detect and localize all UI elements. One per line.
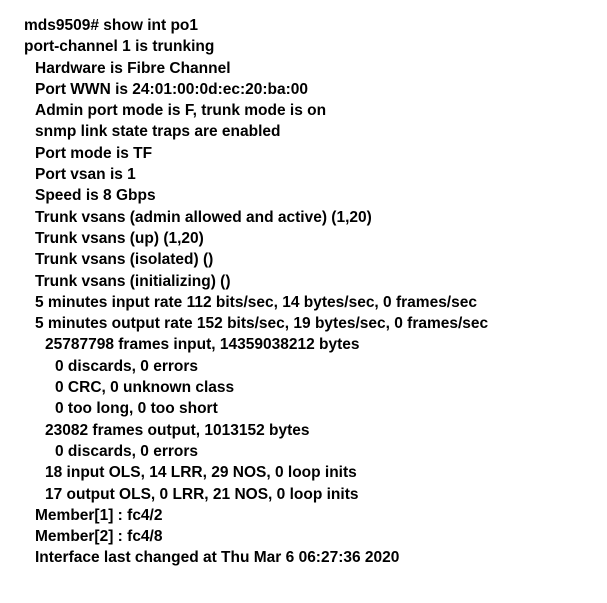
output-line: 18 input OLS, 14 LRR, 29 NOS, 0 loop inits: [45, 464, 357, 482]
output-line: 0 CRC, 0 unknown class: [55, 379, 235, 397]
output-line: Interface last changed at Thu Mar 6 06:27:36 2020: [35, 549, 400, 567]
output-line: Trunk vsans (isolated) (): [35, 251, 214, 269]
output-line: port-channel 1 is trunking: [24, 38, 215, 56]
output-line: 25787798 frames input, 14359038212 bytes: [45, 336, 360, 354]
command-prompt: mds9509# show int po1: [24, 17, 198, 34]
output-line: Member[2] : fc4/8: [35, 528, 163, 546]
output-line: Trunk vsans (up) (1,20): [35, 229, 204, 247]
output-line: Port mode is TF: [35, 144, 153, 162]
output-line: 5 minutes output rate 152 bits/sec, 19 bytes/sec, 0 frames/sec: [35, 315, 489, 333]
output-line: 0 discards, 0 errors: [55, 357, 199, 375]
output-line: 17 output OLS, 0 LRR, 21 NOS, 0 loop inits: [45, 485, 359, 503]
output-line: Trunk vsans (initializing) (): [35, 272, 231, 290]
output-line: Port vsan is 1: [35, 166, 136, 184]
output-line: Hardware is Fibre Channel: [35, 59, 231, 77]
output-line: 0 too long, 0 too short: [55, 400, 218, 418]
output-line: Admin port mode is F, trunk mode is on: [35, 102, 327, 120]
terminal-output: [24, 15, 599, 569]
output-line: Trunk vsans (admin allowed and active) (1,20): [35, 208, 372, 226]
output-line: Port WWN is 24:01:00:0d:ec:20:ba:00: [35, 80, 309, 98]
output-line: Speed is 8 Gbps: [35, 187, 156, 205]
output-line: Member[1] : fc4/2: [35, 506, 163, 524]
output-line: snmp link state traps are enabled: [35, 123, 281, 141]
output-line: 0 discards, 0 errors: [55, 442, 199, 460]
output-line: 23082 frames output, 1013152 bytes: [45, 421, 310, 439]
output-line: 5 minutes input rate 112 bits/sec, 14 bytes/sec, 0 frames/sec: [35, 293, 477, 311]
